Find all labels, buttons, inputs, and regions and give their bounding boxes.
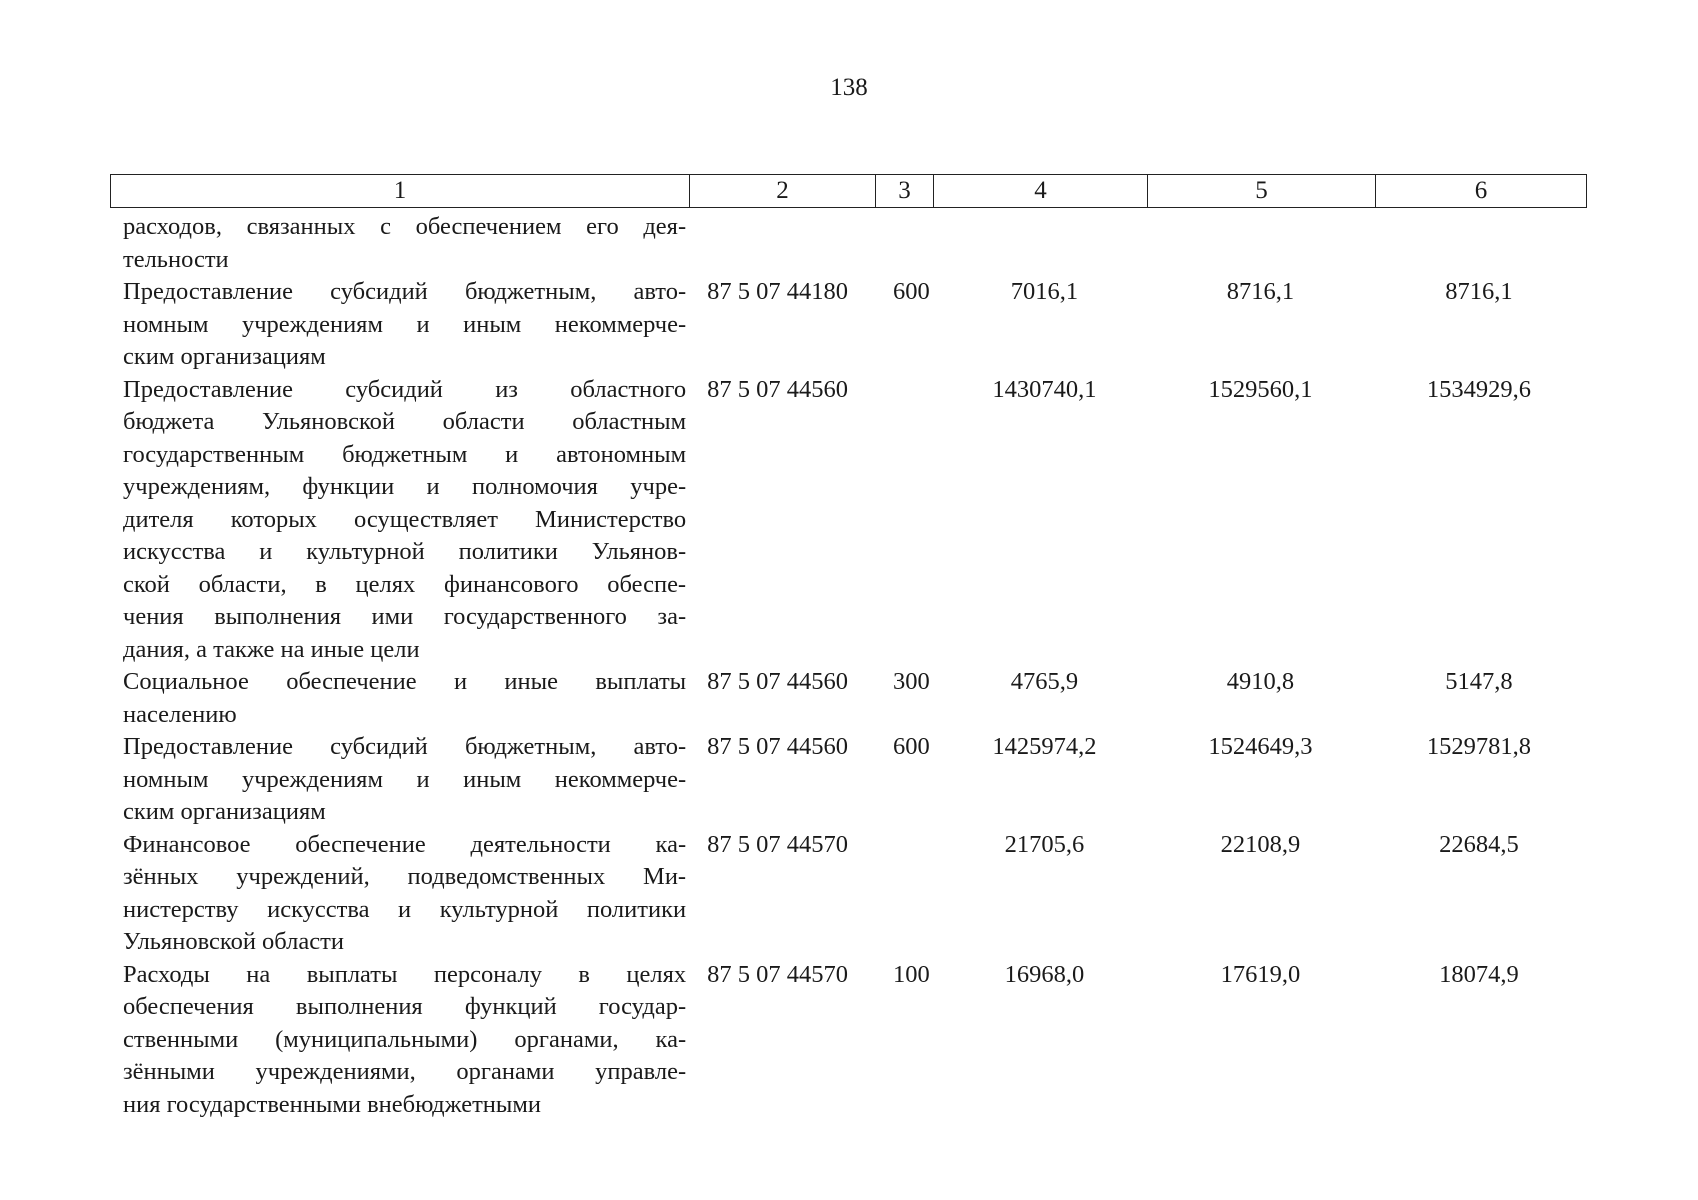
row-expense-type [883, 829, 940, 959]
column-header-3: 3 [876, 175, 934, 208]
description-line: нистерству искусства и культурной политики [123, 895, 687, 923]
description-line: ским организациям [123, 343, 326, 370]
row-value-col5: 4910,8 [1226, 668, 1295, 695]
row-expense-type [883, 211, 940, 276]
description-line: учреждениям, функции и полномочия учре- [123, 473, 687, 500]
row-expense-type [883, 374, 940, 667]
row-expense-type: 300 [893, 668, 930, 695]
table-row [110, 374, 1586, 667]
description-line: Социальное обеспечение и иные выплаты [123, 668, 687, 695]
description-line: государственным бюджетным и автономным [123, 440, 687, 468]
row-value-col6: 5147,8 [1445, 668, 1513, 695]
row-value-col5: 17619,0 [1220, 960, 1301, 988]
row-value-col6: 18074,9 [1439, 960, 1519, 988]
description-line: Ульяновской области [123, 928, 344, 955]
description-line: номным учреждениям и иным некоммерче- [123, 765, 687, 793]
table-row [110, 666, 1586, 731]
table-row [110, 959, 1586, 1122]
column-header-1: 1 [111, 175, 690, 208]
row-value-col6: 8716,1 [1445, 278, 1513, 305]
table-body [110, 211, 1586, 1121]
row-description [110, 374, 686, 667]
row-value-col4: 1425974,2 [992, 733, 1097, 760]
row-description [110, 959, 686, 1122]
row-value-col5: 22108,9 [1220, 830, 1301, 858]
row-description [110, 276, 686, 374]
description-line: Финансовое обеспечение деятельности ка- [123, 830, 687, 858]
description-line: искусства и культурной политики Ульянов- [123, 538, 687, 565]
row-code: 87 5 07 44560 [707, 375, 848, 403]
row-value-col5 [1149, 211, 1372, 276]
description-line: чения выполнения ими государственного за- [123, 603, 687, 630]
row-description [110, 666, 686, 731]
description-line: Предоставление субсидий из областного [123, 375, 687, 403]
description-line: ственными (муниципальными) органами, ка- [123, 1025, 687, 1053]
row-value-col5: 1524649,3 [1208, 733, 1313, 760]
description-line: Предоставление субсидий бюджетным, авто- [123, 278, 687, 305]
column-header-2: 2 [690, 175, 876, 208]
page-number: 138 [830, 74, 868, 101]
row-description [110, 731, 686, 829]
row-expense-type: 600 [893, 278, 930, 305]
table-row [110, 829, 1586, 959]
column-header-5: 5 [1148, 175, 1376, 208]
column-header-row [111, 175, 1587, 208]
row-value-col4: 21705,6 [1004, 830, 1085, 858]
table-row [110, 731, 1586, 829]
description-line: номным учреждениям и иным некоммерче- [123, 310, 687, 338]
row-description [110, 829, 686, 959]
row-value-col6: 1529781,8 [1426, 733, 1532, 760]
row-value-col6 [1372, 211, 1586, 276]
row-value-col6: 22684,5 [1439, 830, 1519, 858]
description-line: тельности [123, 245, 229, 273]
row-code [686, 211, 883, 276]
description-line: дания, а также на иные цели [123, 635, 420, 663]
row-value-col4: 16968,0 [1004, 960, 1085, 988]
row-value-col4: 4765,9 [1010, 668, 1079, 695]
description-line: Расходы на выплаты персоналу в целях [123, 960, 687, 988]
description-line: зённых учреждений, подведомственных Ми- [123, 863, 687, 890]
description-line: ским организациям [123, 798, 326, 825]
description-line: обеспечения выполнения функций государ- [123, 993, 687, 1020]
table-row [110, 276, 1586, 374]
description-line: бюджета Ульяновской области областным [123, 408, 687, 435]
row-expense-type: 600 [893, 733, 930, 760]
column-header-table [110, 174, 1587, 208]
column-header-4: 4 [934, 175, 1148, 208]
row-value-col5: 1529560,1 [1208, 375, 1313, 403]
row-code: 87 5 07 44560 [707, 668, 848, 695]
row-value-col5: 8716,1 [1226, 278, 1295, 305]
description-line: ской области, в целях финансового обеспе- [123, 570, 687, 598]
row-value-col4: 7016,1 [1010, 278, 1079, 305]
row-code: 87 5 07 44560 [707, 733, 848, 760]
table-row [110, 211, 1586, 276]
row-value-col6: 1534929,6 [1426, 375, 1532, 403]
row-code: 87 5 07 44570 [707, 960, 848, 988]
column-header-6: 6 [1376, 175, 1587, 208]
description-line: дителя которых осуществляет Министерство [123, 505, 687, 533]
description-line: Предоставление субсидий бюджетным, авто- [123, 733, 687, 760]
row-value-col4 [940, 211, 1149, 276]
description-line: расходов, связанных с обеспечением его дея- [123, 213, 687, 240]
row-expense-type: 100 [893, 960, 930, 988]
row-description [110, 211, 686, 276]
row-value-col4: 1430740,1 [992, 375, 1097, 403]
description-line: населению [123, 700, 237, 728]
row-code: 87 5 07 44570 [707, 830, 848, 858]
description-line: зёнными учреждениями, органами управле- [123, 1058, 687, 1085]
description-line: ния государственными внебюджетными [123, 1090, 541, 1118]
row-code: 87 5 07 44180 [707, 278, 848, 305]
